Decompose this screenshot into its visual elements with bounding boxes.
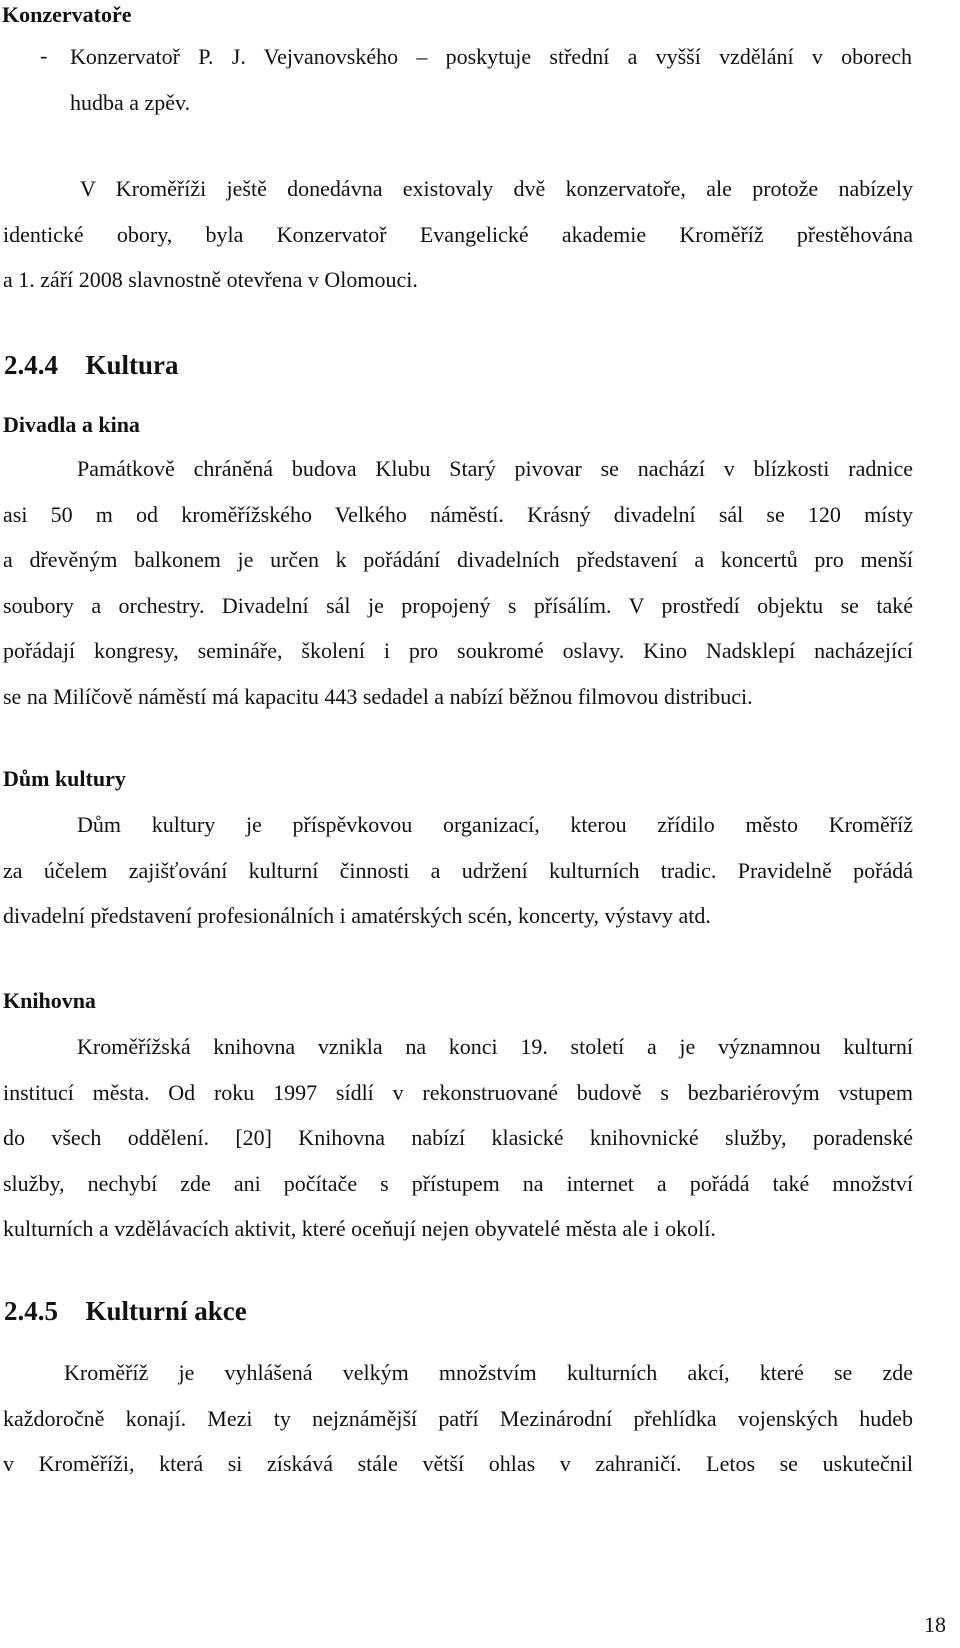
bullet-dash: -	[40, 43, 48, 68]
paragraph-line: divadelní představení profesionálních i amatérských scén, koncerty, výstavy atd.	[3, 903, 711, 928]
paragraph-line: do všech oddělení. [20] Knihovna nabízí klasické knihovnické služby, poradenské	[3, 1125, 913, 1150]
section-number: 2.4.5	[4, 1296, 58, 1326]
section-title: Kultura	[85, 350, 179, 380]
paragraph-line: v Kroměříži, která si získává stále větší ohlas v zahraničí. Letos se uskutečnil	[3, 1451, 913, 1476]
paragraph-line: Kroměříž je vyhlášená velkým množstvím kulturních akcí, které se zde	[64, 1360, 913, 1385]
paragraph-line: Kroměřížská knihovna vznikla na konci 19. století a je významnou kulturní	[77, 1034, 913, 1059]
section-heading-konzervatore: Konzervatoře	[2, 2, 132, 27]
paragraph-konzervatore	[3, 166, 913, 303]
paragraph-kulturni-akce	[3, 1350, 913, 1487]
paragraph-dum-kultury	[3, 802, 913, 939]
paragraph-line: se na Milíčově náměstí má kapacitu 443 sedadel a nabízí běžnou filmovou distribuci.	[3, 683, 753, 709]
section-heading-kulturni-akce	[4, 1296, 247, 1327]
bullet-line: Konzervatoř P. J. Vejvanovského – poskytuje střední a vyšší vzdělání v oborech	[70, 44, 912, 69]
paragraph-line: asi 50 m od kroměřížského Velkého náměstí. Krásný divadelní sál se 120 místy	[3, 501, 913, 527]
subheading-knihovna: Knihovna	[3, 988, 96, 1013]
paragraph-divadla	[3, 446, 913, 719]
paragraph-line: služby, nechybí zde ani počítače s přístupem na internet a pořádá také množství	[3, 1170, 913, 1196]
paragraph-line: soubory a orchestry. Divadelní sál je propojený s přísálím. V prostředí objektu se také	[3, 592, 913, 618]
paragraph-line: V Kroměříži ještě donedávna existovaly dvě konzervatoře, ale protože nabízely	[80, 176, 913, 201]
paragraph-line: a dřevěným balkonem je určen k pořádání divadelních představení a koncertů pro menší	[3, 547, 913, 572]
paragraph-line: za účelem zajišťování kulturní činnosti a udržení kulturních tradic. Pravidelně pořádá	[3, 857, 913, 883]
section-heading-kultura	[4, 350, 179, 381]
paragraph-knihovna	[3, 1024, 913, 1252]
paragraph-line: každoročně konají. Mezi ty nejznámější patří Mezinárodní přehlídka vojenských hudeb	[3, 1405, 913, 1431]
page-number: 18	[924, 1612, 946, 1637]
paragraph-line: kulturních a vzdělávacích aktivit, které oceňují nejen obyvatelé města ale i okolí.	[3, 1216, 716, 1241]
paragraph-line: pořádají kongresy, semináře, školení i pro soukromé oslavy. Kino Nadsklepí nacházející	[3, 638, 913, 663]
subheading-divadla: Divadla a kina	[3, 412, 140, 437]
subheading-dum-kultury: Dům kultury	[3, 766, 126, 791]
bullet-line: hudba a zpěv.	[70, 89, 191, 115]
paragraph-line: Dům kultury je příspěvkovou organizací, kterou zřídilo město Kroměříž	[77, 812, 913, 837]
section-title: Kulturní akce	[85, 1296, 247, 1326]
paragraph-line: identické obory, byla Konzervatoř Evangelické akademie Kroměříž přestěhována	[3, 221, 913, 247]
paragraph-line: institucí města. Od roku 1997 sídlí v rekonstruované budově s bezbariérovým vstupem	[3, 1079, 913, 1105]
paragraph-line: Památkově chráněná budova Klubu Starý pivovar se nachází v blízkosti radnice	[77, 456, 913, 481]
bullet-item	[70, 34, 912, 125]
section-number: 2.4.4	[4, 350, 58, 380]
paragraph-line: a 1. září 2008 slavnostně otevřena v Olomouci.	[3, 267, 418, 292]
